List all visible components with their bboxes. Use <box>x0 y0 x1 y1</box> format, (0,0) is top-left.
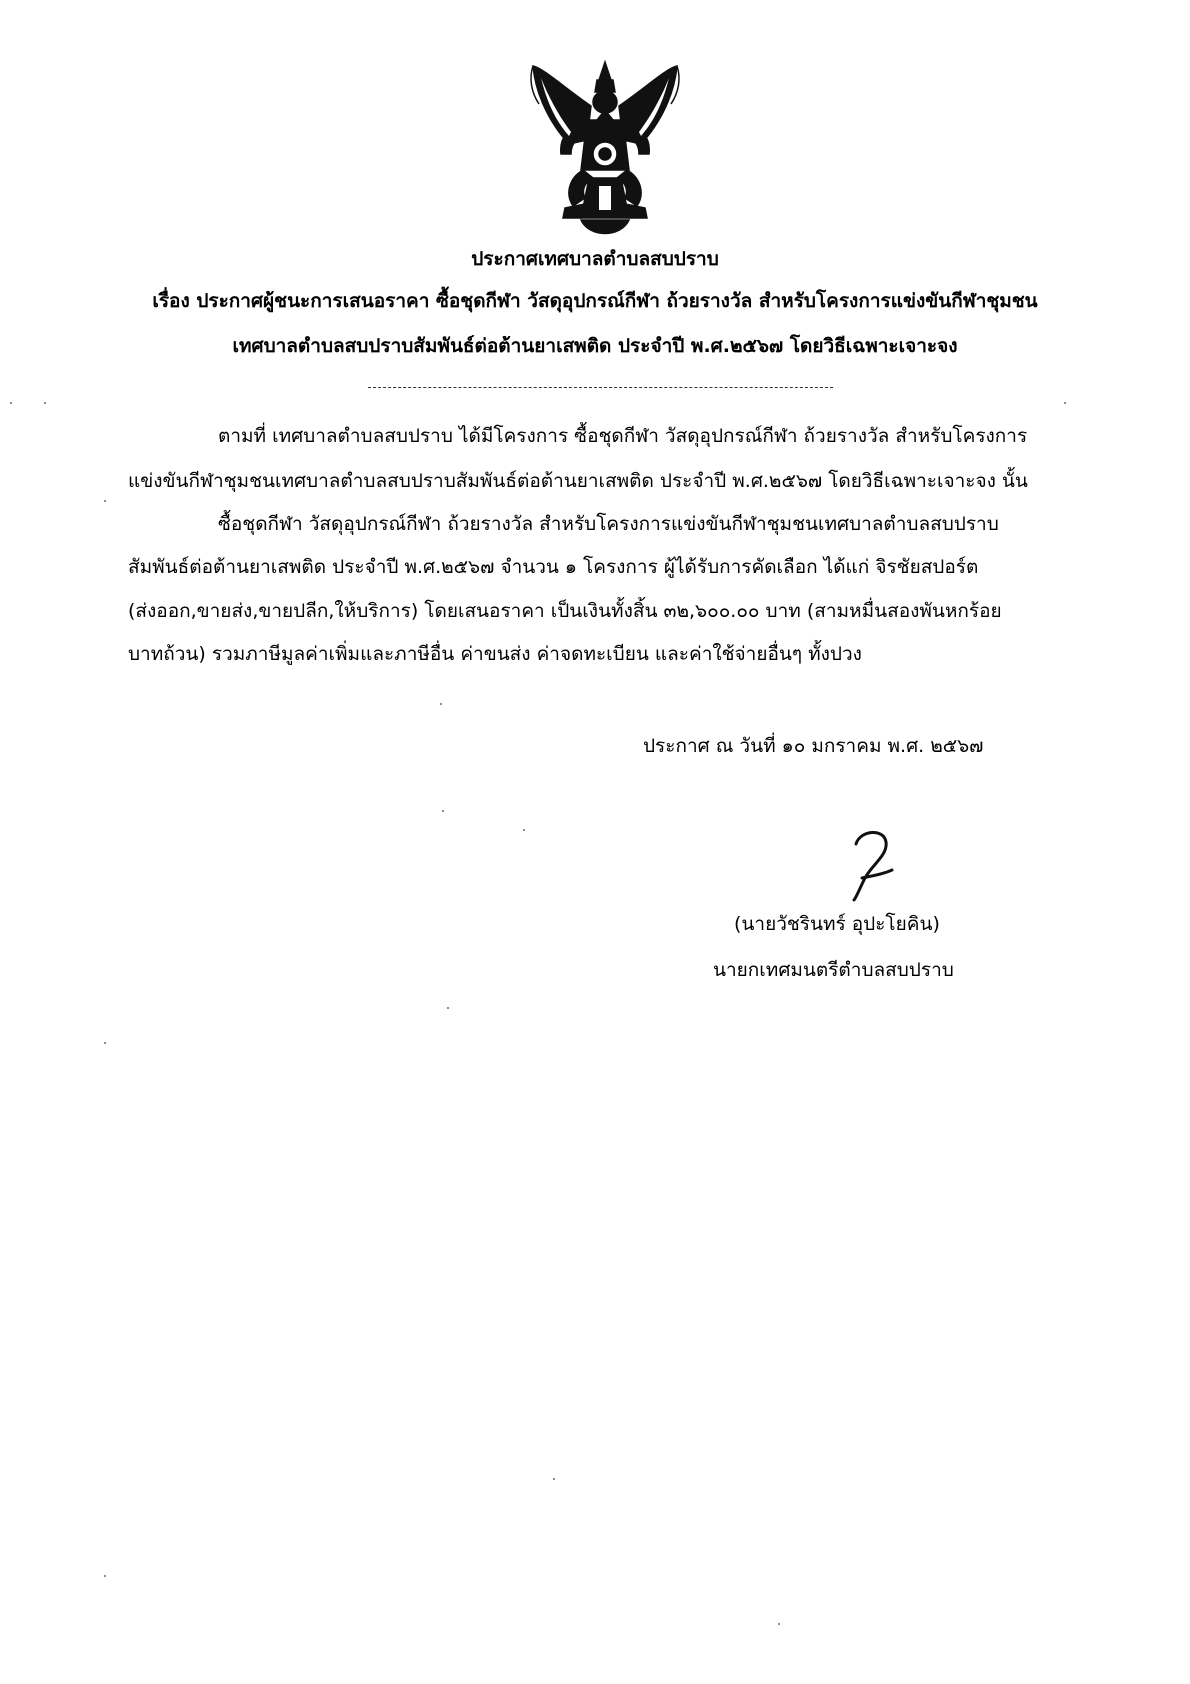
paragraph-2-line-2: สัมพันธ์ต่อต้านยาเสพติด ประจำปี พ.ศ.๒๕๖๗ จำนวน ๑ โครงการ ผู้ได้รับการคัดเลือก ได้แก่ จิรชัยสปอร์ต <box>128 556 979 578</box>
scan-speck <box>1064 402 1066 404</box>
garuda-emblem-icon <box>525 58 685 240</box>
scan-speck <box>440 703 442 705</box>
announcement-title: ประกาศเทศบาลตำบลสบปราบ <box>471 248 719 270</box>
scan-speck <box>442 810 444 812</box>
scan-speck <box>10 402 12 404</box>
paragraph-1-line-2: แข่งขันกีฬาชุมชนเทศบาลตำบลสบปราบสัมพันธ์ต่อต้านยาเสพติด ประจำปี พ.ศ.๒๕๖๗ โดยวิธีเฉพาะเจาะจง นั้น <box>128 470 1028 492</box>
scan-speck <box>553 1478 555 1480</box>
signer-name: (นายวัชรินทร์ อุปะโยคิน) <box>734 913 940 935</box>
signer-position: นายกเทศมนตรีตำบลสบปราบ <box>713 959 954 981</box>
title-divider <box>368 387 833 388</box>
scan-speck <box>104 1575 106 1577</box>
paragraph-2-line-3: (ส่งออก,ขายส่ง,ขายปลีก,ให้บริการ) โดยเสนอราคา เป็นเงินทั้งสิ้น ๓๒,๖๐๐.๐๐ บาท (สามหมื่นสองพันหกร้อย <box>128 600 1002 622</box>
scan-speck <box>104 500 106 502</box>
paragraph-2-line-4: บาทถ้วน) รวมภาษีมูลค่าเพิ่มและภาษีอื่น ค่าขนส่ง ค่าจดทะเบียน และค่าใช้จ่ายอื่นๆ ทั้งปวง <box>128 643 862 665</box>
scan-speck <box>778 1623 780 1625</box>
handwritten-signature-icon <box>826 822 906 902</box>
subject-line-1: เรื่อง ประกาศผู้ชนะการเสนอราคา ซื้อชุดกีฬา วัสดุอุปกรณ์กีฬา ถ้วยรางวัล สำหรับโครงการแข่งขันกีฬาชุมชน <box>152 290 1038 312</box>
scan-speck <box>523 829 525 831</box>
paragraph-2-line-1: ซื้อชุดกีฬา วัสดุอุปกรณ์กีฬา ถ้วยรางวัล สำหรับโครงการแข่งขันกีฬาชุมชนเทศบาลตำบลสบปราบ <box>218 513 999 535</box>
scan-speck <box>104 1042 106 1044</box>
paragraph-1-line-1: ตามที่ เทศบาลตำบลสบปราบ ได้มีโครงการ ซื้อชุดกีฬา วัสดุอุปกรณ์กีฬา ถ้วยรางวัล สำหรับโครงการ <box>218 425 1028 447</box>
announcement-date: ประกาศ ณ วันที่ ๑๐ มกราคม พ.ศ. ๒๕๖๗ <box>643 735 984 757</box>
scan-speck <box>447 1007 449 1009</box>
subject-line-2: เทศบาลตำบลสบปราบสัมพันธ์ต่อต้านยาเสพติด ประจำปี พ.ศ.๒๕๖๗ โดยวิธีเฉพาะเจาะจง <box>232 335 958 357</box>
scan-speck <box>44 402 46 404</box>
